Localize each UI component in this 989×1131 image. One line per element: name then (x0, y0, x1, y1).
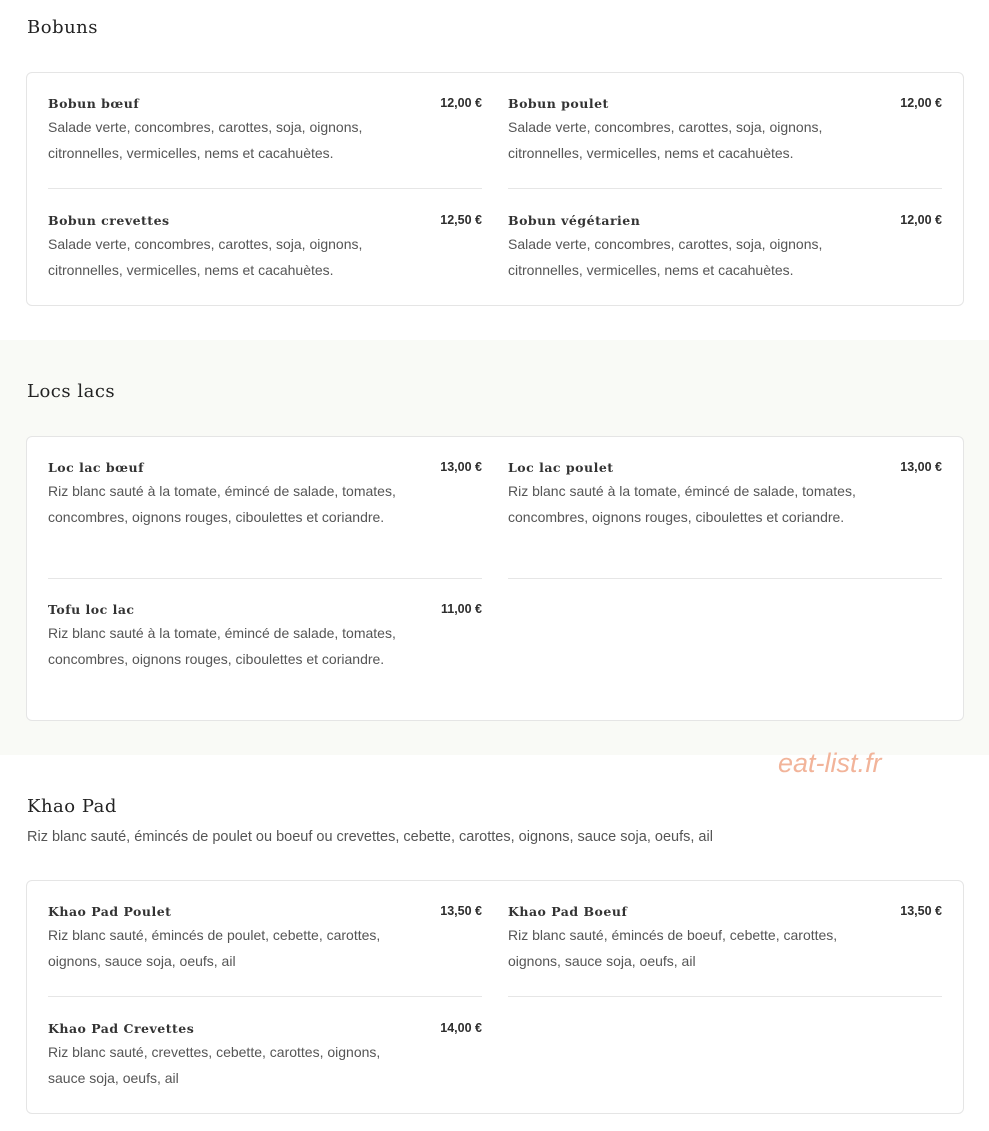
item-name: Tofu loc lac (48, 602, 135, 617)
item-name: Bobun crevettes (48, 213, 170, 228)
item-price: 13,50 € (440, 904, 482, 918)
item-description: Salade verte, concombres, carottes, soja, oignons, citronnelles, vermicelles, nems et cacahuètes. (508, 119, 823, 161)
item-description: Riz blanc sauté, crevettes, cebette, carottes, oignons, sauce soja, oeufs, ail (48, 1044, 381, 1086)
menu-card (26, 880, 964, 1114)
item-price: 12,00 € (900, 96, 942, 110)
item-price: 13,50 € (900, 904, 942, 918)
item-divider (48, 996, 482, 997)
menu-card (26, 72, 964, 306)
item-name: Bobun poulet (508, 96, 609, 111)
watermark-logo: eat-list.fr (778, 748, 882, 778)
item-description: Riz blanc sauté, émincés de boeuf, cebette, carottes, oignons, sauce soja, oeufs, ail (508, 927, 838, 969)
item-price: 12,00 € (440, 96, 482, 110)
item-name: Khao Pad Crevettes (48, 1021, 195, 1036)
item-description: Riz blanc sauté, émincés de poulet, cebette, carottes, oignons, sauce soja, oeufs, ail (48, 927, 381, 969)
item-description: Riz blanc sauté à la tomate, émincé de salade, tomates, concombres, oignons rouges, ciboulettes et coriandre. (48, 483, 396, 525)
item-name: Khao Pad Poulet (48, 904, 172, 919)
item-name: Bobun bœuf (48, 96, 140, 111)
item-name: Loc lac bœuf (48, 460, 144, 475)
section-khao-pad (0, 755, 989, 1131)
item-divider (508, 578, 942, 579)
item-description: Salade verte, concombres, carottes, soja, oignons, citronnelles, vermicelles, nems et cacahuètes. (48, 119, 363, 161)
menu-card (26, 436, 964, 721)
item-name: Bobun végétarien (508, 213, 641, 228)
item-price: 12,00 € (900, 213, 942, 227)
item-price: 14,00 € (440, 1021, 482, 1035)
section-title: Khao Pad (27, 796, 117, 817)
section-locs-lacs (0, 340, 989, 755)
item-price: 13,00 € (440, 460, 482, 474)
item-name: Loc lac poulet (508, 460, 614, 475)
item-description: Riz blanc sauté à la tomate, émincé de salade, tomates, concombres, oignons rouges, ciboulettes et coriandre. (508, 483, 856, 525)
item-divider (48, 188, 482, 189)
item-description: Salade verte, concombres, carottes, soja, oignons, citronnelles, vermicelles, nems et cacahuètes. (508, 236, 823, 278)
item-price: 13,00 € (900, 460, 942, 474)
item-description: Riz blanc sauté à la tomate, émincé de salade, tomates, concombres, oignons rouges, ciboulettes et coriandre. (48, 625, 396, 667)
section-title: Bobuns (27, 17, 99, 38)
item-divider (48, 578, 482, 579)
item-price: 12,50 € (440, 213, 482, 227)
item-price: 11,00 € (440, 602, 482, 616)
item-description: Salade verte, concombres, carottes, soja, oignons, citronnelles, vermicelles, nems et cacahuètes. (48, 236, 363, 278)
item-divider (508, 996, 942, 997)
section-description: Riz blanc sauté, émincés de poulet ou boeuf ou crevettes, cebette, carottes, oignons, sauce soja, oeufs, ail (27, 829, 713, 845)
item-divider (508, 188, 942, 189)
section-bobuns (0, 0, 989, 340)
item-name: Khao Pad Boeuf (508, 904, 628, 919)
section-title: Locs lacs (27, 381, 116, 402)
